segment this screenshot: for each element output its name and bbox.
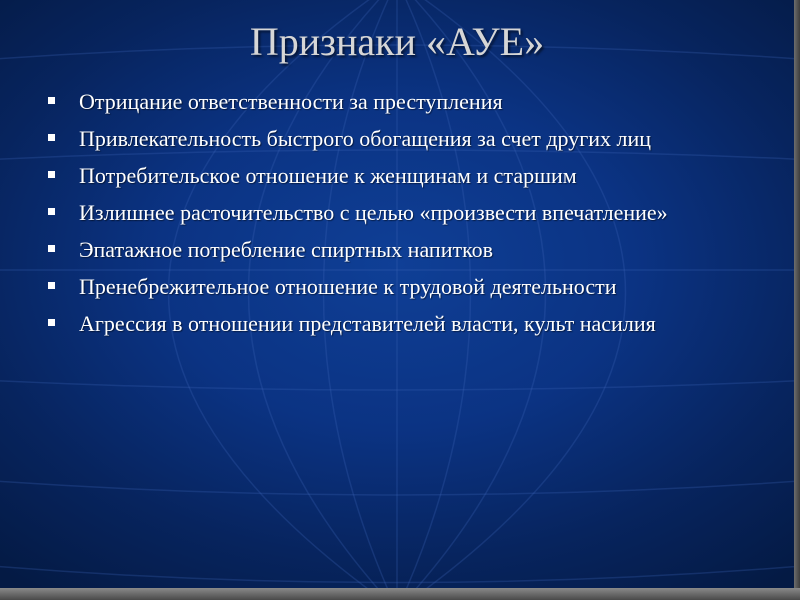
bullet-text: Пренебрежительное отношение к трудовой деятельности <box>79 274 617 299</box>
square-bullet-icon <box>48 97 55 104</box>
square-bullet-icon <box>48 134 55 141</box>
square-bullet-icon <box>48 282 55 289</box>
bullet-item <box>48 234 738 266</box>
square-bullet-icon <box>48 319 55 326</box>
bullet-item <box>48 86 738 118</box>
bullet-item <box>48 160 738 192</box>
bullet-text: Привлекательность быстрого обогащения за счет других лиц <box>79 126 652 151</box>
bullet-text: Агрессия в отношении представителей власти, культ насилия <box>79 311 656 336</box>
bullet-item <box>48 271 738 303</box>
window-frame-bottom <box>0 588 800 600</box>
bullet-item <box>48 197 738 229</box>
window-frame-right <box>794 0 800 600</box>
square-bullet-icon <box>48 208 55 215</box>
square-bullet-icon <box>48 171 55 178</box>
bullet-text: Потребительское отношение к женщинам и старшим <box>79 163 577 188</box>
bullet-text: Отрицание ответственности за преступления <box>79 89 503 114</box>
bullet-item <box>48 308 738 340</box>
bullet-item <box>48 123 738 155</box>
square-bullet-icon <box>48 245 55 252</box>
bullet-text: Излишнее расточительство с целью «произвести впечатление» <box>79 200 668 225</box>
bullet-list <box>48 86 738 345</box>
bullet-text: Эпатажное потребление спиртных напитков <box>79 237 494 262</box>
slide-title: Признаки «АУЕ» <box>249 19 545 64</box>
